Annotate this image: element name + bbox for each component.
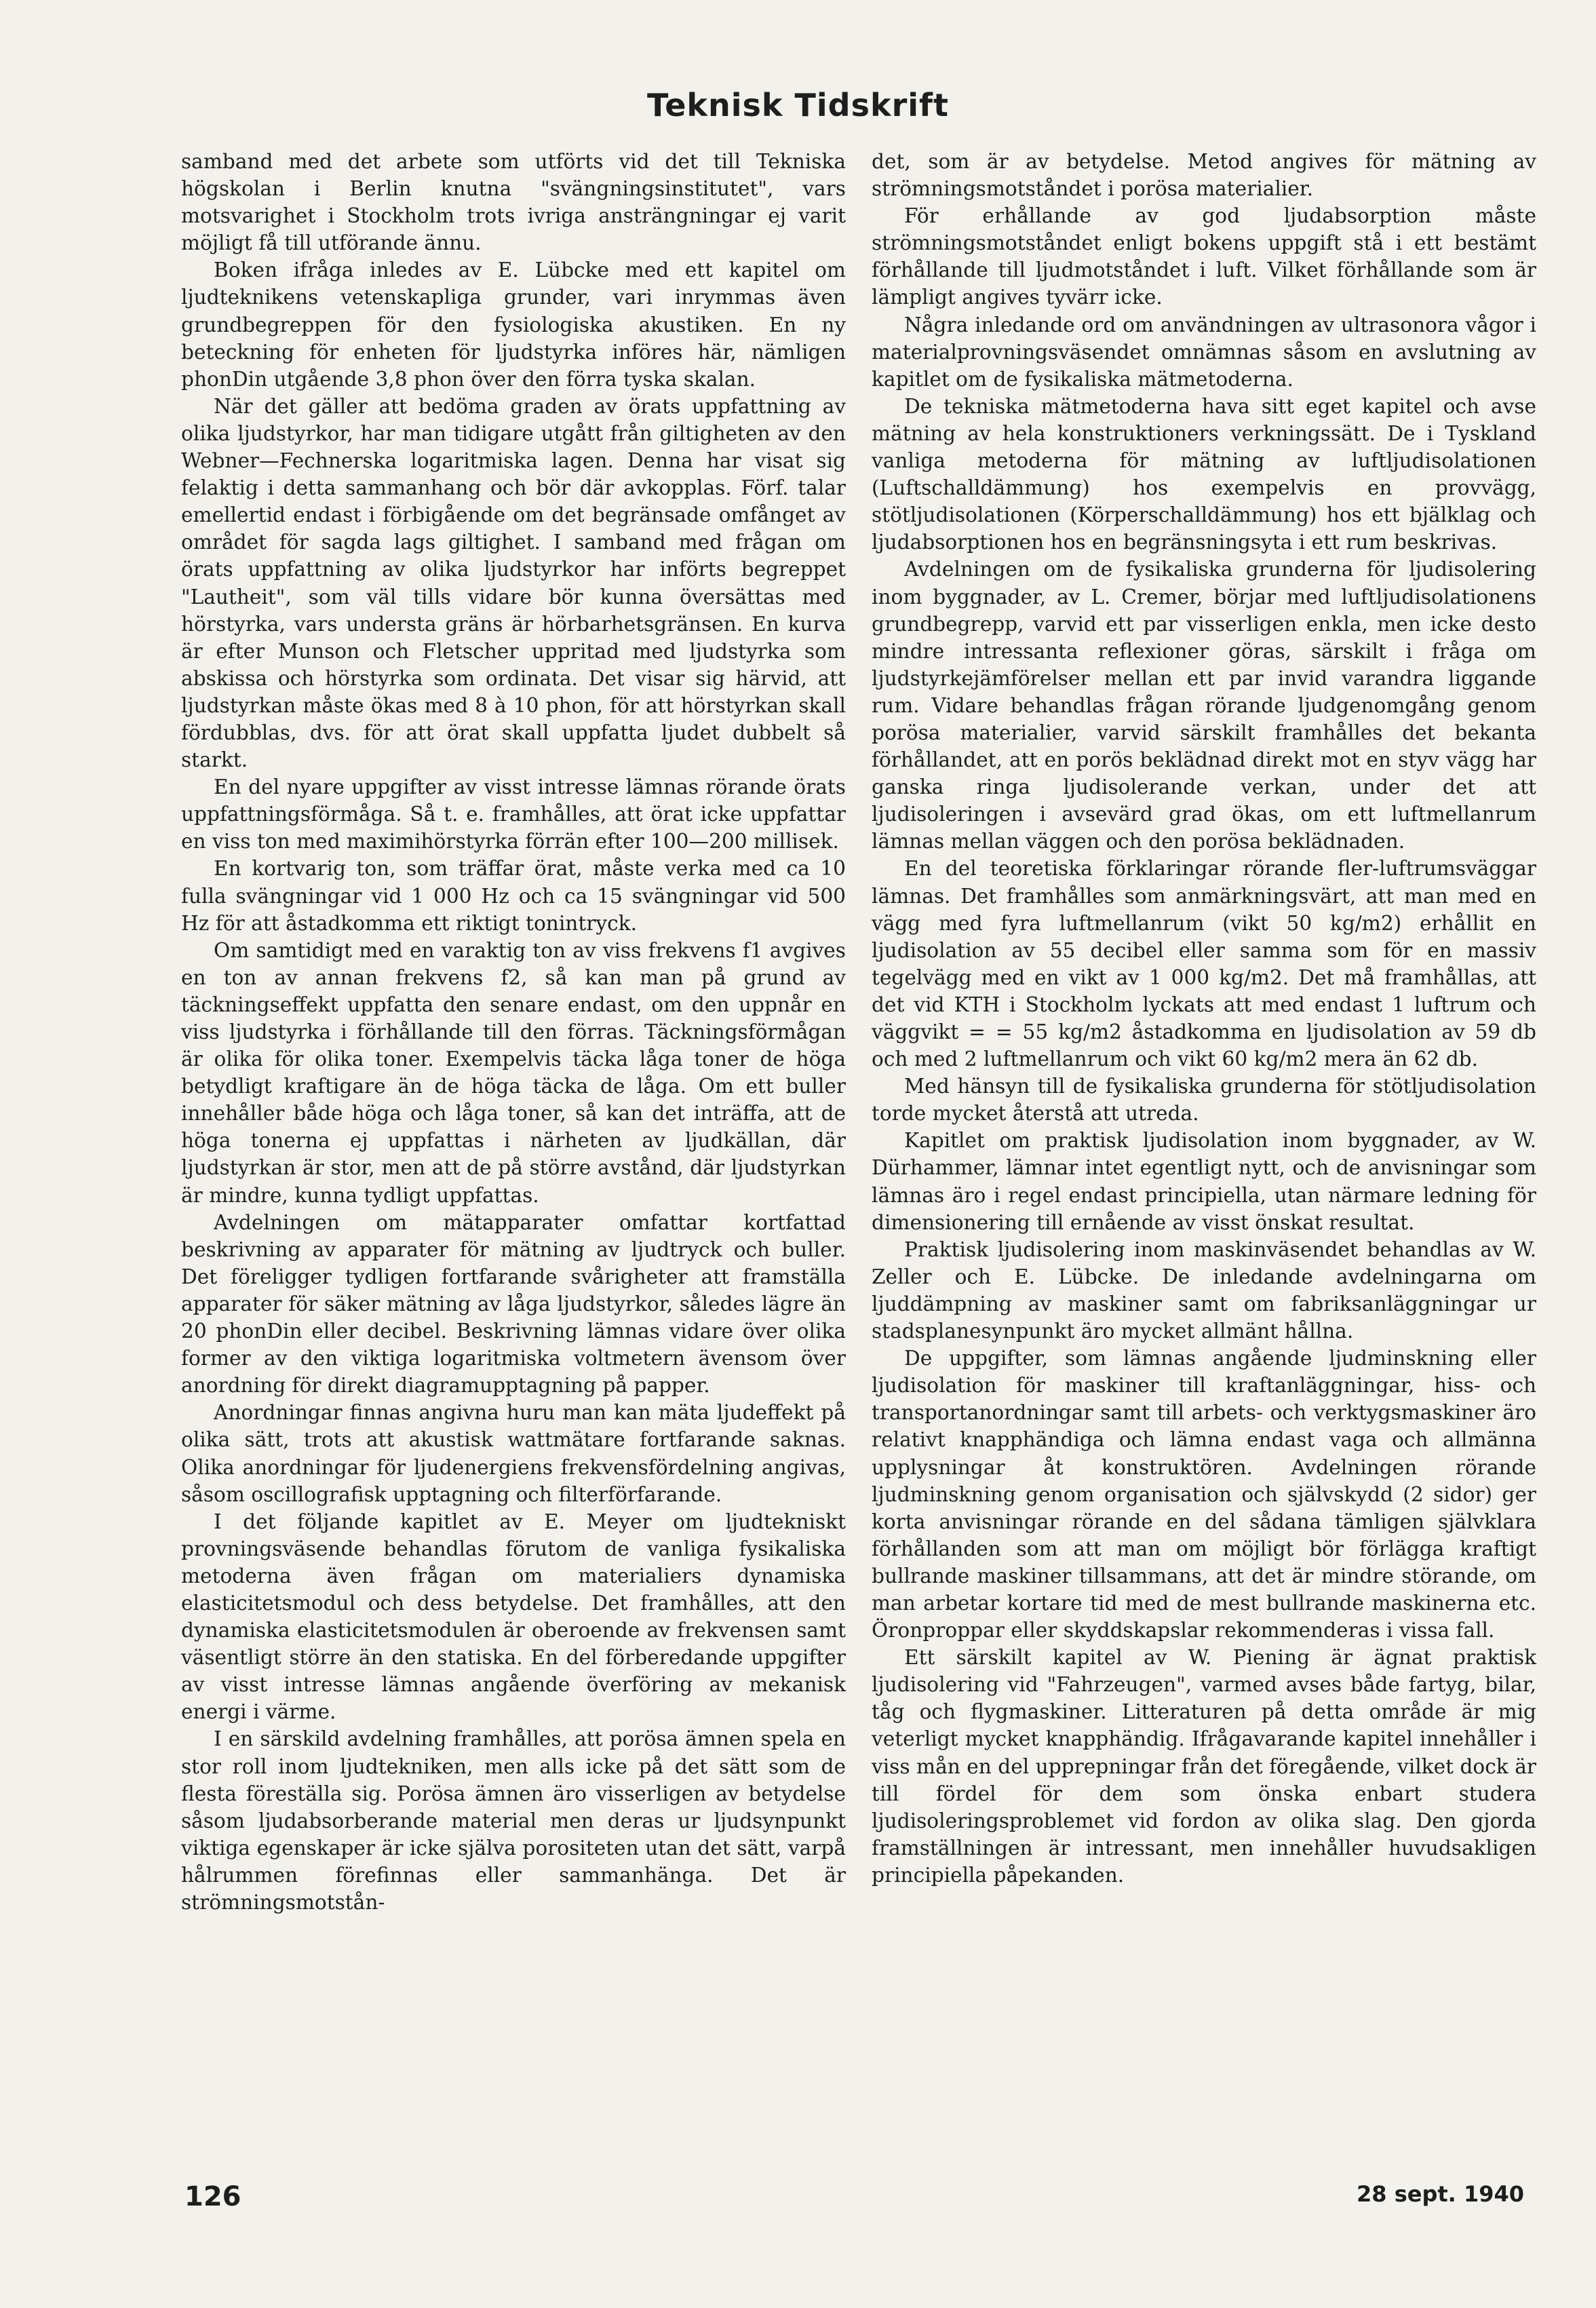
issue-date: 28 sept. 1940 xyxy=(1357,2181,1524,2207)
paragraph: Anordningar finnas angivna huru man kan mäta ljudeffekt på olika sätt, trots att akustisk wattmätare fortfarande saknas. Olika anordningar för ljudenergiens frekvensfördelning angivas, såsom oscillografisk upptagning och filterförfarande. xyxy=(181,1401,846,1506)
paragraph: Ett särskilt kapitel av W. Piening är ägnat praktisk ljudisolering vid "Fahrzeugen", varmed avses både fartyg, bilar, tåg och flygmaskiner. Litteraturen på detta område är mig veterligt mycket knapphändig. Ifrågavarande kapitel innehåller i viss mån en del upprepningar från det föregående, vilket dock är till fördel för dem som önska enbart studera ljudisoleringsproblemet vid fordon av olika slag. Den gjorda framställningen är intressant, men innehåller huvudsakligen principiella påpekanden. xyxy=(872,1646,1536,1887)
paragraph: En kortvarig ton, som träffar örat, måste verka med ca 10 fulla svängningar vid 1 000 Hz och ca 15 svängningar vid 500 Hz för att åstadkomma ett riktigt tonintryck. xyxy=(181,857,846,935)
paragraph: De tekniska mätmetoderna hava sitt eget kapitel och avse mätning av hela konstruktioners verkningssätt. De i Tyskland vanliga metoderna för mätning av luftljudisolationen (Luftschalldämmung) hos exempelvis en provvägg, stötljudisolationen (Körperschalldämmung) hos ett bjälklag och ljudabsorptionen hos en begränsningsyta i ett rum beskrivas. xyxy=(872,394,1536,554)
paragraph: I det följande kapitlet av E. Meyer om ljudtekniskt provningsväsende behandlas förutom de vanliga fysikaliska metoderna även frågan om materialiers dynamiska elasticitetsmodul och dess betydelse. Det framhålles, att den dynamiska elasticitetsmodulen är oberoende av frekvensen samt väsentligt större än den statiska. En del förberedande uppgifter av visst intresse lämnas angående överföring av mekanisk energi i värme. xyxy=(181,1509,846,1724)
paragraph: Boken ifråga inledes av E. Lübcke med ett kapitel om ljudteknikens vetenskapliga grunder, vari inrymmas även grundbegreppen för den fysiologiska akustiken. En ny beteckning för enheten för ljudstyrka införes här, nämligen phonDin utgående 3,8 phon över den förra tyska skalan. xyxy=(181,258,846,391)
journal-title: Teknisk Tidskrift xyxy=(646,87,950,123)
paragraph: samband med det arbete som utförts vid det till Tekniska högskolan i Berlin knutna "svängningsinstitutet", vars motsvarighet i Stockholm trots ivriga ansträngningar ej varit möjligt få till utförande ännu. xyxy=(181,150,846,255)
paragraph: En del teoretiska förklaringar rörande fler-luftrumsväggar lämnas. Det framhålles som anmärkningsvärt, att man med en vägg med fyra luftmellanrum (vikt 50 kg/m2) erhållit en ljudisolation av 55 decibel eller samma som för en massiv tegelvägg med en vikt av 1 000 kg/m2. Det må framhållas, att det vid KTH i Stockholm lyckats att med endast 1 luftrum och väggvikt = = 55 kg/m2 åstadkomma en ljudisolation av 59 db och med 2 luftmellanrum och vikt 60 kg/m2 mera än 62 db. xyxy=(872,857,1536,1071)
right-column xyxy=(872,148,1536,1889)
paragraph: De uppgifter, som lämnas angående ljudminskning eller ljudisolation för maskiner till kraftanläggningar, hiss- och transportanordningar samt till arbets- och verktygsmaskiner äro relativt knapphändiga och lämna endast vaga och allmänna upplysningar åt konstruktören. Avdelningen rörande ljudminskning genom organisation och självskydd (2 sidor) ger korta anvisningar rörande en del sådana tämligen självklara förhållanden som att man om möjligt bör förlägga kraftigt bullrande maskiner tillsammans, att det är mindre störande, om man arbetar kortare tid med de mest bullrande maskinerna etc. Öronproppar eller skyddskapslar rekommenderas i vissa fall. xyxy=(872,1347,1536,1642)
paragraph: För erhållande av god ljudabsorption måste strömningsmotståndet enligt bokens uppgift stå i ett bestämt förhållande till ljudmotståndet i luft. Vilket förhållande som är lämpligt angives tyvärr icke. xyxy=(872,204,1536,309)
paragraph: Avdelningen om mätapparater omfattar kortfattad beskrivning av apparater för mätning av ljudtryck och buller. Det föreligger tydligen fortfarande svårigheter att framställa apparater för säker mätning av låga ljudstyrkor, således lägre än 20 phonDin eller decibel. Beskrivning lämnas vidare över olika former av den viktiga logaritmiska voltmetern ävensom över anordning för direkt diagramupptagning på papper. xyxy=(181,1210,846,1398)
paragraph: Några inledande ord om användningen av ultrasonora vågor i materialprovningsväsendet omnämnas såsom en avslutning av kapitlet om de fysikaliska mätmetoderna. xyxy=(872,313,1536,391)
paragraph: När det gäller att bedöma graden av örats uppfattning av olika ljudstyrkor, har man tidigare utgått från giltigheten av den Webner—Fechnerska logaritmiska lagen. Denna har visat sig felaktig i detta sammanhang och bör där avkopplas. Förf. talar emellertid endast i förbigående om det begränsade omfånget av området för sagda lags giltighet. I samband med frågan om örats uppfattning av olika ljudstyrkor har införts begreppet "Lautheit", som väl tills vidare bör kunna översättas med hörstyrka, vars understa gräns är hörbarhetsgränsen. En kurva är efter Munson och Fletscher uppritad med ljudstyrka som abskissa och hörstyrka som ordinata. Det visar sig härvid, att ljudstyrkan måste ökas med 8 à 10 phon, för att hörstyrkan skall fördubblas, dvs. för att örat skall uppfatta ljudet dubbelt så starkt. xyxy=(181,394,846,772)
left-column xyxy=(181,148,846,1916)
page-number: 126 xyxy=(184,2181,241,2212)
paragraph: Avdelningen om de fysikaliska grunderna för ljudisolering inom byggnader, av L. Cremer, börjar med luftljudisolationens grundbegrepp, varvid ett par visserligen enkla, men icke desto mindre intressanta reflexioner göras, särskilt i fråga om ljudstyrkejämförelser mellan ett par invid varandra liggande rum. Vidare behandlas frågan rörande ljudgenomgång genom porösa materialier, varvid särskilt framhålles det bekanta förhållandet, att en porös beklädnad direkt mot en styv vägg har ganska ringa ljudisolerande verkan, under det att ljudisoleringen i avsevärd grad ökas, om ett luftmellanrum lämnas mellan väggen och den porösa beklädnaden. xyxy=(872,558,1536,853)
paragraph: det, som är av betydelse. Metod angives för mätning av strömningsmotståndet i porösa materialier. xyxy=(872,150,1536,201)
paragraph: I en särskild avdelning framhålles, att porösa ämnen spela en stor roll inom ljudtekniken, men alls icke på det sätt som de flesta föreställa sig. Porösa ämnen äro visserligen av betydelse såsom ljudabsorberande material men deras ur ljudsynpunkt viktiga egenskaper är icke själva porositeten utan det sätt, varpå hålrummen förefinnas eller sammanhänga. Det är strömningsmotstån- xyxy=(181,1727,846,1914)
paragraph: Praktisk ljudisolering inom maskinväsendet behandlas av W. Zeller och E. Lübcke. De inledande avdelningarna om ljuddämpning av maskiner samt om fabriksanläggningar ur stadsplanesynpunkt äro mycket allmänt hållna. xyxy=(872,1237,1536,1343)
paragraph: En del nyare uppgifter av visst intresse lämnas rörande örats uppfattningsförmåga. Så t. e. framhålles, att örat icke uppfattar en viss ton med maximihörstyrka förrän efter 100—200 millisek. xyxy=(181,775,846,853)
paragraph: Med hänsyn till de fysikaliska grunderna för stötljudisolation torde mycket återstå att utreda. xyxy=(872,1075,1536,1126)
paragraph: Kapitlet om praktisk ljudisolation inom byggnader, av W. Dürhammer, lämnar intet egentligt nytt, och de anvisningar som lämnas äro i regel endast principiella, utan närmare ledning för dimensionering till ernående av visst önskat resultat. xyxy=(872,1129,1536,1234)
paragraph: Om samtidigt med en varaktig ton av viss frekvens f1 avgives en ton av annan frekvens f2, så kan man på grund av täckningseffekt uppfatta den senare endast, om den uppnår en viss ljudstyrka i förhållande till den förras. Täckningsförmågan är olika för olika toner. Exempelvis täcka låga toner de höga betydligt kraftigare än de höga täcka de låga. Om ett buller innehåller både höga och låga toner, så kan det inträffa, att de höga tonerna ej uppfattas i närheten av ljudkällan, där ljudstyrkan är stor, men att de på större avstånd, där ljudstyrkan är mindre, kunna tydligt uppfattas. xyxy=(181,938,846,1207)
